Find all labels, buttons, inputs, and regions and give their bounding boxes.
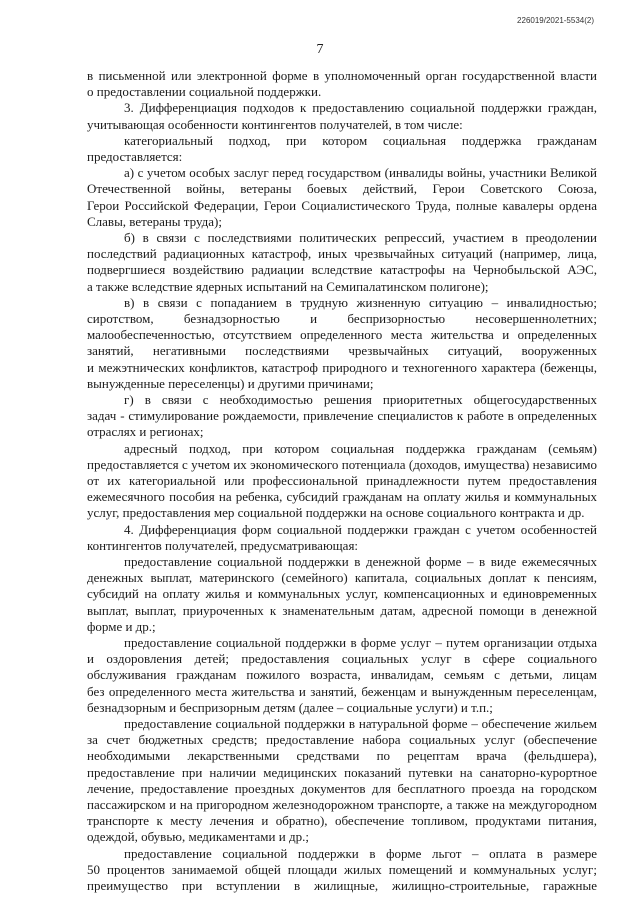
page-number: 7 xyxy=(316,42,324,57)
text-line: субсидий на оплату жилья и коммунальных услуг, компенсационных и единовременных xyxy=(87,586,597,602)
text-line: Герои Российской Федерации, Герои Социалистического Труда, полные кавалеры ордена xyxy=(87,197,597,213)
text-line: 50 процентов занимаемой общей площади жилых помещений и коммунальных услуг; xyxy=(87,861,597,877)
text-line: предоставление социальной поддержки в натуральной форме – обеспечение жильем xyxy=(124,716,597,731)
text-line: лечение, предоставление проездных документов для бесплатного проезда на городском xyxy=(87,780,597,796)
text-line: 3. Дифференциация подходов к предоставлению социальной поддержки граждан, xyxy=(124,100,597,116)
text-line: Отечественной войны, ветераны боевых действий, Герои Советского Союза, xyxy=(87,181,597,197)
text-line: ежемесячного пособия на ребенка, субсидий гражданам на оплату жилья и коммунальных xyxy=(87,489,597,505)
text-line: одеждой, обувью, медикаментами и др.; xyxy=(87,829,309,845)
text-line: в письменной или электронной форме в уполномоченный орган государственной власти xyxy=(87,68,597,83)
text-line: и межэтнических конфликтов, катастроф природного и техногенного характера (беженцы, xyxy=(87,359,597,375)
text-line: задач - стимулирование рождаемости, привлечение специалистов к работе в определенных xyxy=(87,408,597,424)
text-line: пассажирском и на пригородном железнодорожном транспорте, а также на междугородном xyxy=(87,797,597,812)
text-line: о предоставлении социальной поддержки. xyxy=(87,84,322,100)
document-reference-number: 226019/2021-5534(2) xyxy=(517,16,594,25)
text-line: от их категориальной или профессиональной принадлежности путем предоставления xyxy=(87,473,597,488)
text-line: форме и др.; xyxy=(87,618,156,634)
text-line: денежных выплат, материнского (семейного) капитала, социальных доплат к пенсиям, xyxy=(87,570,597,586)
text-line: предоставляется с учетом их экономического потенциала (доходов, имущества) независимо xyxy=(87,456,597,472)
text-line: предоставление социальной поддержки в форме льгот – оплата в размере xyxy=(124,845,597,861)
text-line: учитывающая особенности контингентов получателей, в том числе: xyxy=(87,116,463,132)
text-line: транспорте к месту лечения и обратно), обеспечение топливом, продуктами питания, xyxy=(87,813,597,829)
text-line: занятий, негативными последствиями чрезвычайных ситуаций, вооруженных xyxy=(87,343,597,359)
text-line: обслуживания гражданам пожилого возраста, инвалидам, семьям с детьми, лицам xyxy=(87,667,597,683)
text-line: вынужденные переселенцы) и другими причинами; xyxy=(87,375,374,391)
text-line: категориальный подход, при котором социальная поддержка гражданам xyxy=(124,132,597,148)
text-line: малообеспеченностью, отсутствием определенного места жительства и определенных xyxy=(87,327,597,343)
text-line: адресный подход, при котором социальная поддержка гражданам (семьям) xyxy=(124,440,597,456)
text-line: и оздоровления детей; предоставления социальных услуг в сфере социального xyxy=(87,651,597,667)
text-line: предоставление при наличии медицинских показаний путевки на санаторно-курортное xyxy=(87,764,597,780)
text-line: а) с учетом особых заслуг перед государством (инвалиды войны, участники Великой xyxy=(124,165,597,181)
text-line: за счет бюджетных средств; предоставление набора социальных услуг (обеспечение xyxy=(87,732,597,748)
text-line: последствий радиационных катастроф, иных чрезвычайных ситуаций (например, лица, xyxy=(87,246,597,262)
text-line: а также вследствие ядерных испытаний на Семипалатинском полигоне); xyxy=(87,278,489,294)
text-line: отраслях и регионах; xyxy=(87,424,204,440)
text-line: выплат, выплат, приуроченных к знаменательным датам, адресной помощи в денежной xyxy=(87,602,597,618)
text-line: предоставление социальной поддержки в форме услуг – путем организации отдыха xyxy=(124,635,597,650)
text-line: без определенного места жительства и занятий, беженцам и вынужденным переселенцам, xyxy=(87,683,597,699)
text-line: необходимыми лекарственными средствами по рецептам врача (фельдшера), xyxy=(87,748,597,764)
text-line: Славы, ветераны труда); xyxy=(87,213,222,229)
text-line: сиротством, безнадзорностью и беспризорностью несовершеннолетних; xyxy=(87,311,597,326)
text-line: услуг, предоставления мер социальной поддержки на основе социального контракта и др. xyxy=(87,505,585,521)
text-line: б) в связи с последствиями политических репрессий, участием в преодолении xyxy=(124,230,597,245)
text-line: в) в связи с попаданием в трудную жизненную ситуацию – инвалидностью; xyxy=(124,294,597,310)
text-line: 4. Дифференциация форм социальной поддержки граждан с учетом особенностей xyxy=(124,521,597,537)
text-line: подвергшиеся воздействию радиации вследствие катастрофы на Чернобыльской АЭС, xyxy=(87,262,597,278)
text-line: преимущество при вступлении в жилищные, жилищно-строительные, гаражные xyxy=(87,878,597,893)
text-line: предоставляется: xyxy=(87,149,183,164)
text-line: г) в связи с необходимостью решения приоритетных общегосударственных xyxy=(124,392,597,407)
text-line: безнадзорным и беспризорным детям (далее – социальные услуги) и т.п.; xyxy=(87,699,493,715)
text-line: контингентов получателей, предусматривающая: xyxy=(87,537,359,553)
text-line: предоставление социальной поддержки в денежной форме – в виде ежемесячных xyxy=(124,554,597,569)
